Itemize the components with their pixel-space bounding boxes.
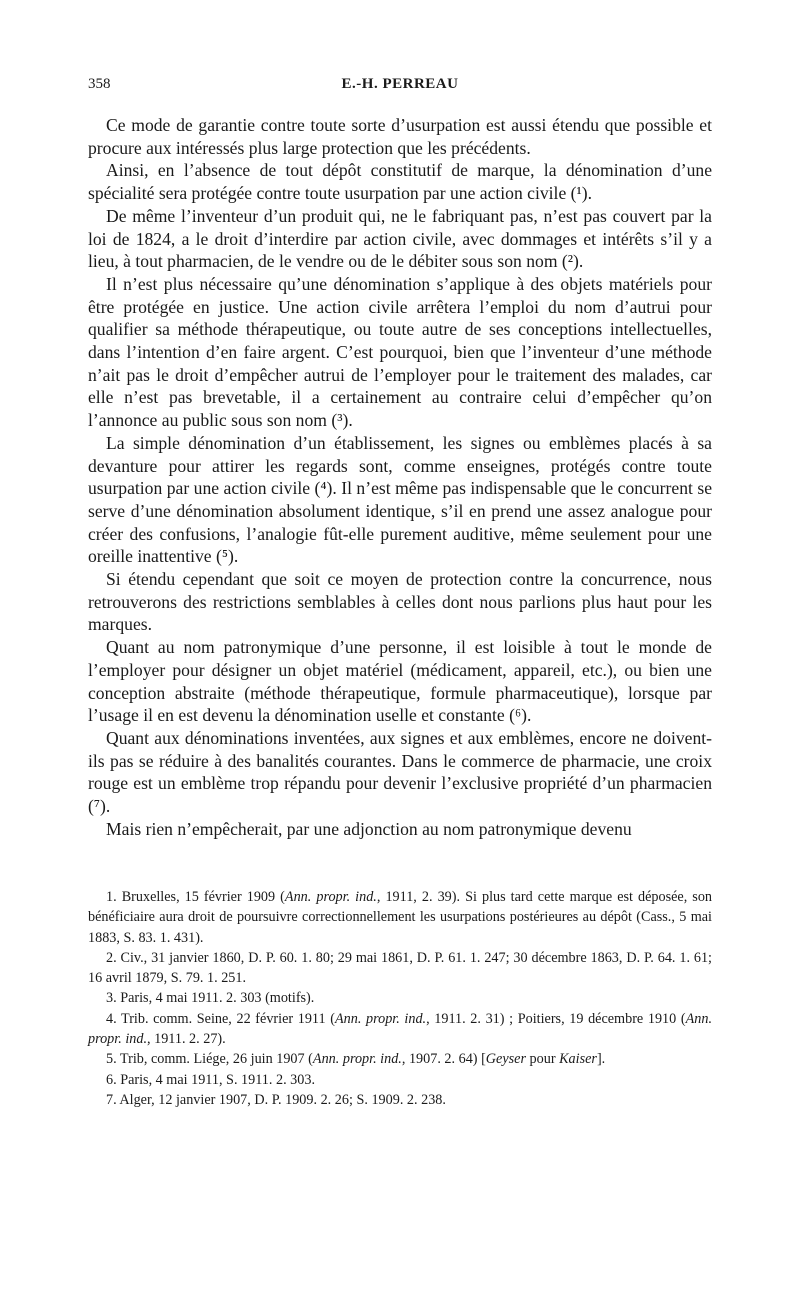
paragraph: Il n’est plus nécessaire qu’une dénomination s’applique à des objets matériels pour être protégée en justice. Une action civile arrêtera l’emploi du nom d’autrui pour qualifier sa méthode thérapeutique, ou toute autre de ses conceptions intellectuelles, dans l’intention d’en faire argent. C’est pourquoi, bien que l’inventeur d’une méthode n’ait pas le droit d’empêcher autrui de l’employer pour le traitement des malades, car elle n’est pas brevetable, il a certainement au contraire celui d’empêcher qu’on l’annonce au public sous son nom (³). — [88, 273, 712, 431]
footnote-1: 1. Bruxelles, 15 février 1909 (Ann. propr. ind., 1911, 2. 39). Si plus tard cette marque est déposée, son bénéficiaire aura droit de poursuivre correctionnellement les usurpations postérieures au dépôt (Cass., 5 mai 1883, S. 83. 1. 431). — [88, 889, 713, 946]
running-title-author: E.-H. PERREAU — [341, 76, 459, 92]
paragraph: De même l’inventeur d’un produit qui, ne le fabriquant pas, n’est pas couvert par la loi de 1824, a le droit d’interdire par action civile, avec dommages et intérêts s’il y a lieu, à tout pharmacien, de le vendre ou de le débiter sous son nom (²). — [88, 205, 712, 272]
footnote-3: 3. Paris, 4 mai 1911. 2. 303 (motifs). — [106, 990, 315, 1007]
footnote-2: 2. Civ., 31 janvier 1860, D. P. 60. 1. 80; 29 mai 1861, D. P. 61. 1. 247; 30 décembre 1863, D. P. 64. 1. 61; 16 avril 1879, S. 79. 1. 251. — [88, 949, 712, 987]
paragraph: Quant aux dénominations inventées, aux signes et aux emblèmes, encore ne doivent-ils pas se réduire à des banalités courantes. Dans le commerce de pharmacie, une croix rouge est un emblème trop répandu pour devenir l’exclusive propriété d’un pharmacien (⁷). — [88, 727, 712, 817]
running-header — [88, 76, 712, 100]
page-number: 358 — [88, 76, 111, 92]
footnote-5: 5. Trib, comm. Liége, 26 juin 1907 (Ann. propr. ind., 1907. 2. 64) [Geyser pour Kaiser]. — [106, 1051, 606, 1068]
footnote-7: 7. Alger, 12 janvier 1907, D. P. 1909. 2. 26; S. 1909. 2. 238. — [106, 1091, 446, 1108]
paragraph: Si étendu cependant que soit ce moyen de protection contre la concurrence, nous retrouverons des restrictions semblables à celles dont nous parlions plus haut pour les marques. — [88, 569, 712, 635]
paragraph: Quant au nom patronymique d’une personne, il est loisible à tout le monde de l’employer pour désigner un objet matériel (médicament, appareil, etc.), ou bien une conception abstraite (méthode thérapeutique, formule pharmaceutique), lorsque par l’usage il en est devenu la dénomination uselle et constante (⁶). — [88, 637, 712, 726]
paragraph: Ce mode de garantie contre toute sorte d’usurpation est aussi étendu que possible et procure aux intéressés plus large protection que les précédents. — [88, 115, 712, 158]
paragraph: Mais rien n’empêcherait, par une adjonction au nom patronymique devenu — [106, 818, 632, 839]
footnote-4: 4. Trib. comm. Seine, 22 février 1911 (Ann. propr. ind., 1911. 2. 31) ; Poitiers, 19 décembre 1910 (Ann. propr. ind., 1911. 2. 27). — [88, 1010, 712, 1048]
paragraph: La simple dénomination d’un établissement, les signes ou emblèmes placés à sa devanture pour attirer les regards sont, comme enseignes, protégés contre toute usurpation par une action civile (⁴). Il n’est même pas indispensable que le concurrent se serve d’une dénomination absolument identique, s’il en prend une assez analogue pour créer des confusions, l’analogie fût-elle purement auditive, même seulement pour une oreille inattentive (⁵). — [88, 432, 712, 567]
paragraph: Ainsi, en l’absence de tout dépôt constitutif de marque, la dénomination d’une spécialité sera protégée contre toute usurpation par une action civile (¹). — [88, 160, 712, 204]
footnote-6: 6. Paris, 4 mai 1911, S. 1911. 2. 303. — [106, 1071, 316, 1088]
footnotes — [88, 887, 712, 1110]
main-text — [88, 114, 712, 841]
